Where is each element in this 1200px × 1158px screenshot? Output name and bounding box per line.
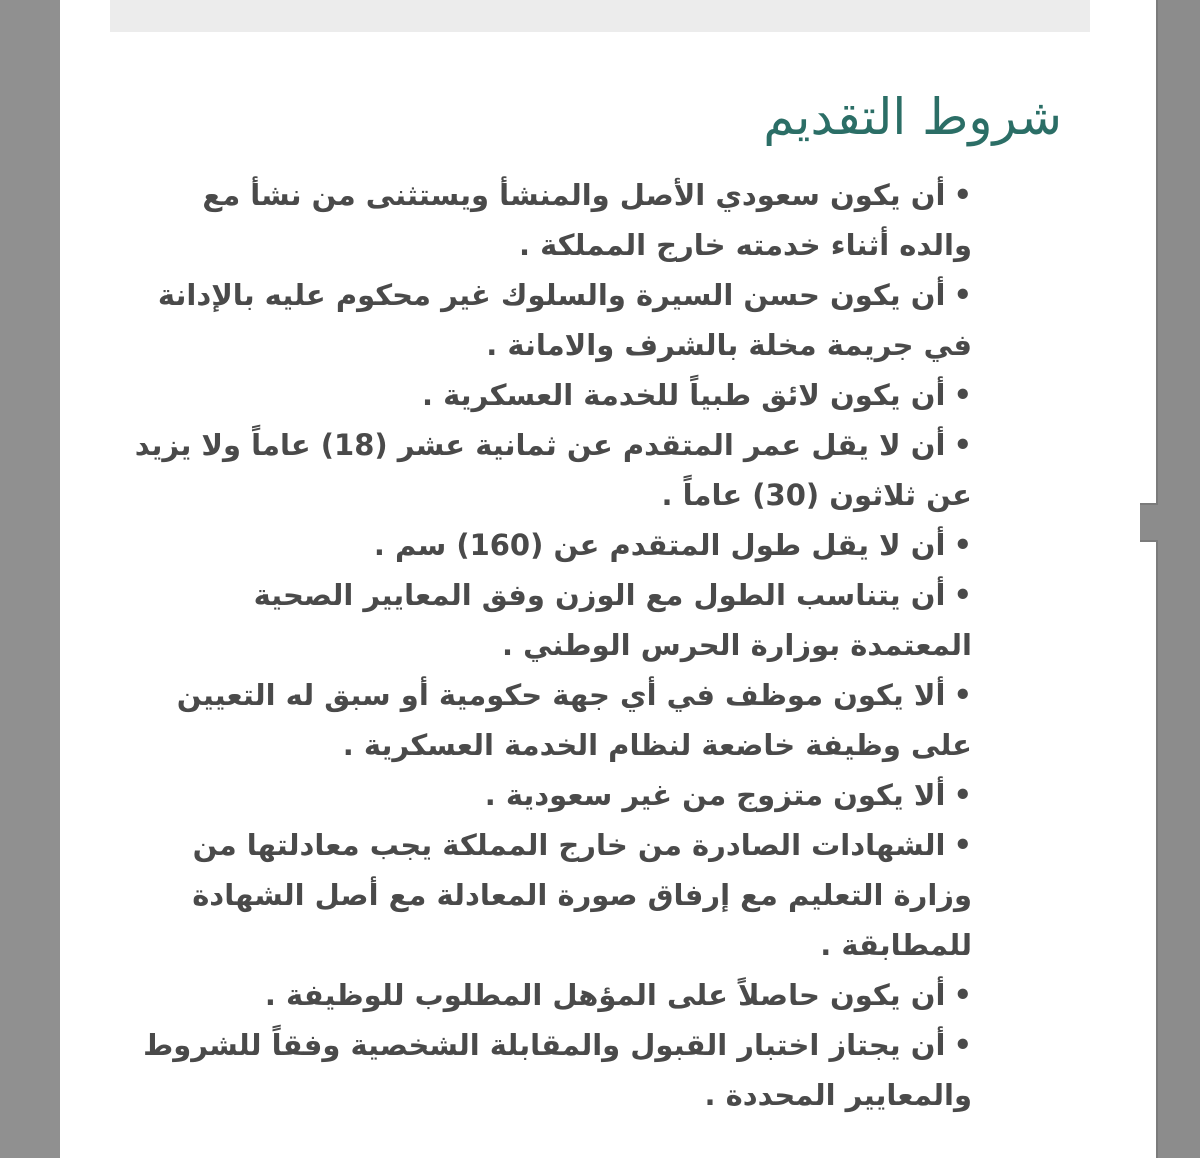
list-item-text: أن يتناسب الطول مع الوزن وفق المعايير الصحية المعتمدة بوزارة الحرس الوطني .: [253, 578, 972, 662]
bullet-icon: •: [953, 428, 972, 462]
bullet-icon: •: [953, 578, 972, 612]
bullet-icon: •: [953, 528, 972, 562]
list-item-text: أن يكون حاصلاً على المؤهل المطلوب للوظيفة .: [264, 978, 946, 1012]
bullet-icon: •: [953, 978, 972, 1012]
list-item: [132, 170, 972, 270]
list-item-text: أن يكون حسن السيرة والسلوك غير محكوم عليه بالإدانة في جريمة مخلة بالشرف والامانة .: [157, 278, 972, 362]
bullet-icon: •: [953, 678, 972, 712]
list-item: [132, 570, 972, 670]
bullet-icon: •: [953, 378, 972, 412]
adjacent-page-edge-top: [1140, 0, 1158, 505]
adjacent-page-edge-bottom: [1140, 540, 1158, 1158]
list-item: [132, 820, 972, 970]
list-item-text: أن لا يقل عمر المتقدم عن ثمانية عشر (18) عاماً ولا يزيد عن ثلاثون (30) عاماً .: [134, 428, 972, 512]
bullet-icon: •: [953, 178, 972, 212]
conditions-list: [132, 170, 972, 1120]
list-item: [132, 370, 972, 420]
list-item: [132, 270, 972, 370]
list-item-text: ألا يكون موظف في أي جهة حكومية أو سبق له التعيين على وظيفة خاضعة لنظام الخدمة العسكرية .: [176, 678, 972, 762]
list-item-text: أن يجتاز اختبار القبول والمقابلة الشخصية وفقاً للشروط والمعايير المحددة .: [143, 1028, 972, 1112]
list-item: [132, 420, 972, 520]
page-title: شروط التقديم: [763, 88, 1062, 146]
list-item: [132, 520, 972, 570]
list-item: [132, 970, 972, 1020]
list-item-text: ألا يكون متزوج من غير سعودية .: [484, 778, 946, 812]
list-item-text: الشهادات الصادرة من خارج المملكة يجب معادلتها من وزارة التعليم مع إرفاق صورة المعادلة مع أصل الشهادة للمطابقة .: [192, 828, 972, 962]
list-item-text: أن لا يقل طول المتقدم عن (160) سم .: [373, 528, 946, 562]
background-left: [0, 0, 60, 1158]
bullet-icon: •: [953, 1028, 972, 1062]
list-item: [132, 670, 972, 770]
list-item: [132, 770, 972, 820]
list-item: [132, 1020, 972, 1120]
top-banner: [110, 0, 1090, 32]
document-page: [60, 0, 1140, 1158]
bullet-icon: •: [953, 278, 972, 312]
bullet-icon: •: [953, 778, 972, 812]
list-item-text: أن يكون لائق طبياً للخدمة العسكرية .: [421, 378, 946, 412]
bullet-icon: •: [953, 828, 972, 862]
list-item-text: أن يكون سعودي الأصل والمنشأ ويستثنى من نشأ مع والده أثناء خدمته خارج المملكة .: [202, 178, 972, 262]
